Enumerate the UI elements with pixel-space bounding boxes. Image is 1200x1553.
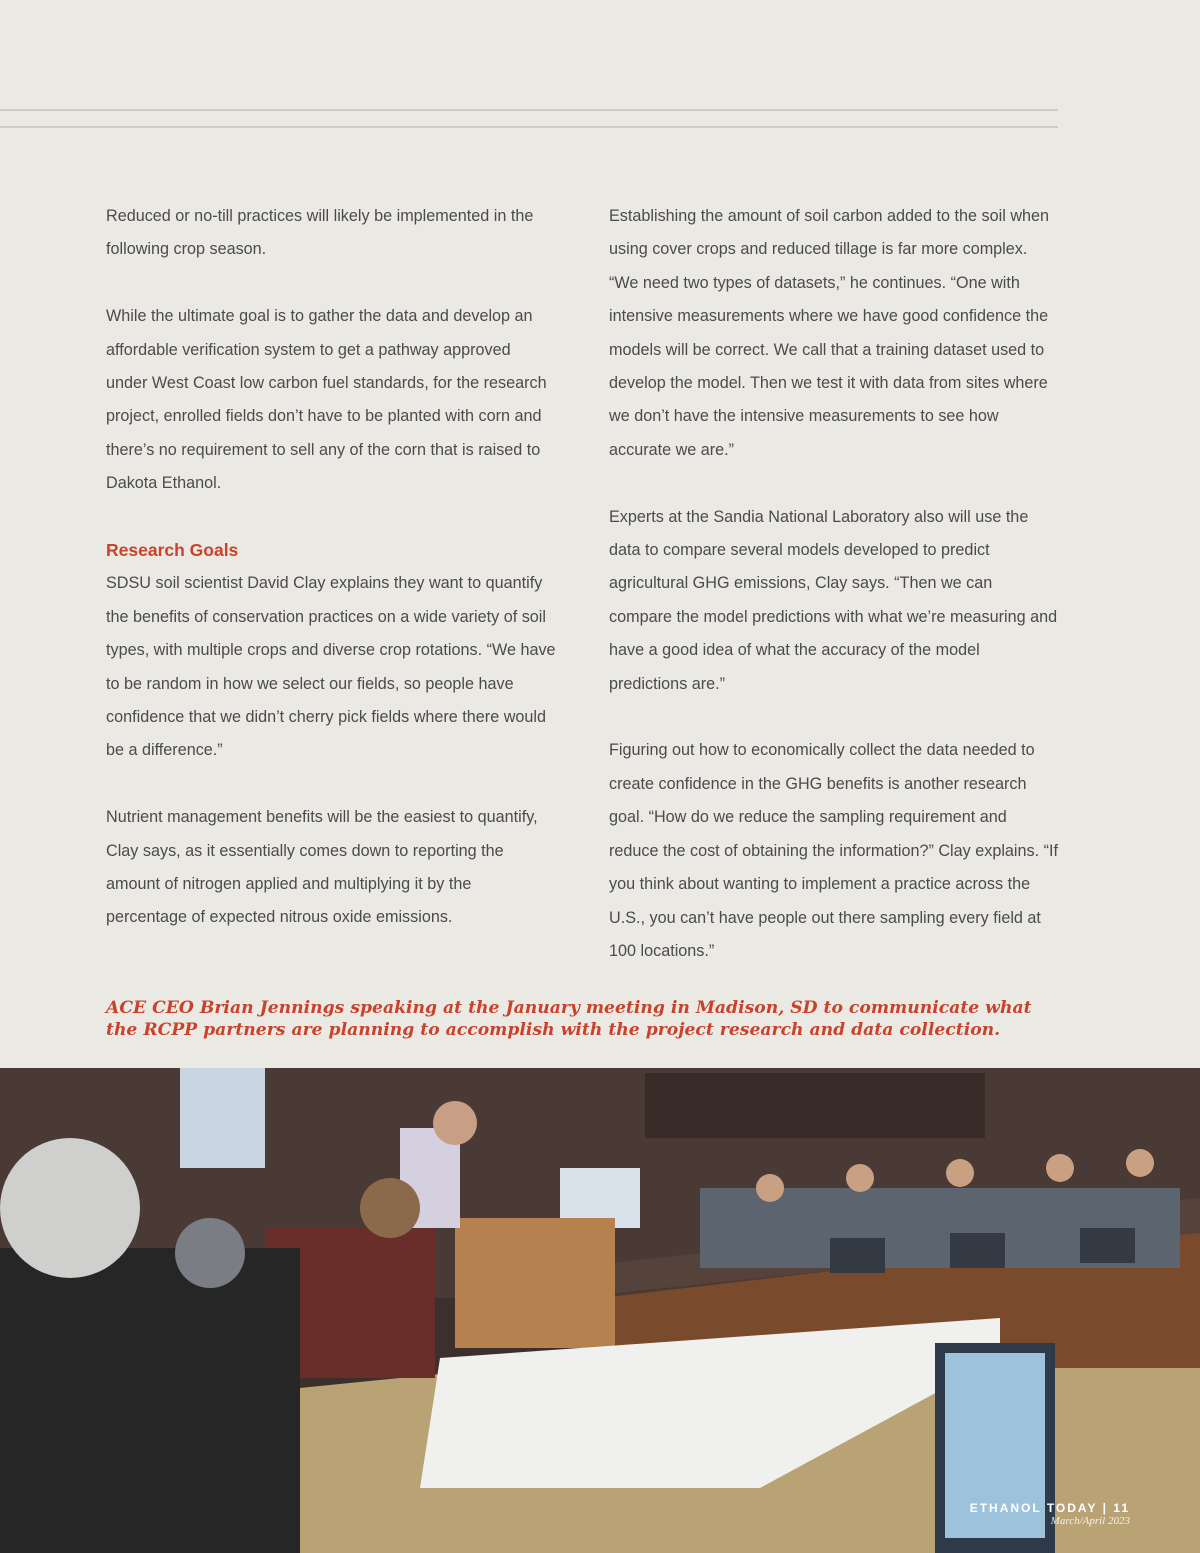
meeting-photo: [0, 1068, 1200, 1553]
header-rule-top: [0, 109, 1058, 111]
section-heading-research-goals: Research Goals: [106, 540, 239, 561]
issue-date: March/April 2023: [1050, 1515, 1130, 1527]
left-paragraph-1: Reduced or no-till practices will likely be implemented in the following crop season.: [106, 207, 534, 259]
photo-caption: ACE CEO Brian Jennings speaking at the January meeting in Madison, SD to communicate what the RCPP partners are planning to accomplish with the project research and data collection.: [106, 998, 1032, 1040]
left-paragraph-3: SDSU soil scientist David Clay explains they want to quantify the benefits of conservation practices on a wide variety of soil types, with multiple crops and diverse crop rotations. “We have to be random in how we select our fields, so people have confidence that we didn’t cherry pick fields where there would be a difference.”: [106, 574, 556, 760]
header-rule-bottom: [0, 126, 1058, 128]
left-paragraph-4: Nutrient management benefits will be the easiest to quantify, Clay says, as it essentially comes down to reporting the amount of nitrogen applied and multiplying it by the percentage of expected nitrous oxide emissions.: [106, 808, 538, 927]
right-paragraph-3: Figuring out how to economically collect the data needed to create confidence in the GHG benefits is another research goal. “How do we reduce the sampling requirement and reduce the cost of obtaining the information?” Clay explains. “If you think about wanting to implement a practice across the U.S., you can’t have people out there sampling every field at 100 locations.”: [609, 741, 1058, 960]
right-paragraph-1: Establishing the amount of soil carbon added to the soil when using cover crops and reduced tillage is far more complex. “We need two types of datasets,” he continues. “One with intensive measurements where we have good confidence the models will be correct. We call that a training dataset used to develop the model. Then we test it with data from sites where we don’t have the intensive measurements to see how accurate we are.”: [609, 207, 1050, 459]
magazine-name: ETHANOL TODAY | 11: [969, 1501, 1130, 1515]
page-footer: [970, 1501, 1130, 1527]
right-column: [609, 200, 1059, 1002]
left-paragraph-2: While the ultimate goal is to gather the data and develop an affordable verification system to get a pathway approved under West Coast low carbon fuel standards, for the research project, enrolled fields don’t have to be planted with corn and there’s no requirement to sell any of the corn that is raised to Dakota Ethanol.: [106, 307, 547, 493]
left-column: [106, 200, 556, 968]
right-paragraph-2: Experts at the Sandia National Laboratory also will use the data to compare several models developed to predict agricultural GHG emissions, Clay says. “Then we can compare the model predictions with what we’re measuring and have a good idea of what the accuracy of the model predictions are.”: [609, 507, 1058, 693]
